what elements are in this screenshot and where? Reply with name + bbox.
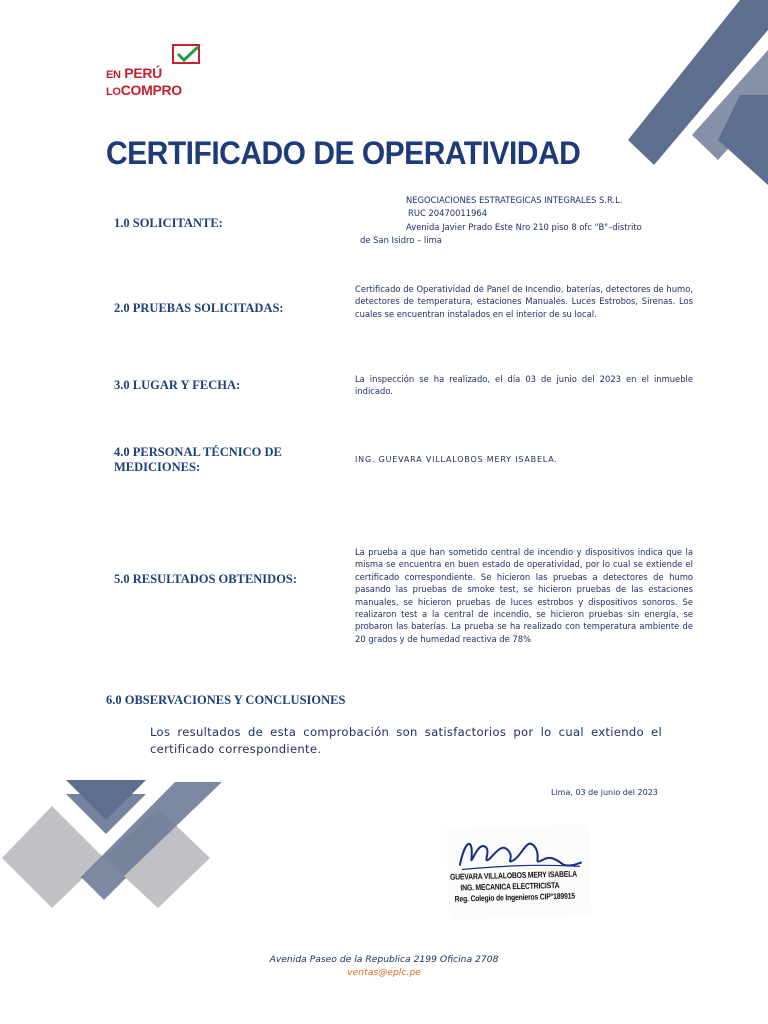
conclusion-text: Los resultados de esta comprobación son satisfactorios por lo cual extiendo el certificado correspondiente. [150, 725, 662, 756]
applicant-address-line2: de San Isidro – lima [360, 235, 442, 245]
logo-peru: PERÚ [124, 65, 162, 81]
section-4-label-line2: MEDICIONES: [114, 460, 201, 474]
applicant-ruc: RUC 20470011964 [408, 208, 488, 218]
section-3-text: La inspección se ha realizado, el día 03 de junio del 2023 en el inmueble indicado. [355, 374, 693, 397]
section-6-label: 6.0 OBSERVACIONES Y CONCLUSIONES [106, 693, 346, 707]
logo-text [106, 66, 216, 100]
section-1-label: 1.0 SOLICITANTE: [114, 216, 223, 230]
applicant-company: NEGOCIACIONES ESTRATEGICAS INTEGRALES S.R.L. [406, 195, 623, 205]
stamp-role: ING. MECANICA ELECTRICISTA [460, 879, 560, 893]
applicant-address-line1: Avenida Javier Prado Este Nro 210 piso 8 ofc "B"–distrito [406, 222, 642, 232]
section-4-text: ING. GUEVARA VILLALOBOS MERY ISABELA. [355, 455, 558, 464]
section-5-text: La prueba a que han sometido central de incendio y dispositivos indica que la misma se encuentra en buen estado de operatividad, por lo cual se extiende el certificado correspondiente. Se hicieron las pruebas a detectores de humo pasando las pruebas de smoke test, se hicieron pruebas de las estaciones manuales, se hicieron pruebas de luces estrobos y dispositivos sonoros. Se realizaron test a la central de incendio, se hicieron pruebas sin energía, se probaron las baterías. La prueba se ha realizado con temperatura ambiente de 20 grados y de humedad reactiva de 78% [355, 547, 693, 644]
stamp-reg: Reg. Colegio de Ingenieros CIP°189915 [454, 890, 576, 904]
stamp-name: GUEVARA VILLALOBOS MERY ISABELA [449, 868, 578, 882]
section-3-label: 3.0 LUGAR Y FECHA: [114, 378, 241, 392]
bottom-left-decoration [0, 780, 225, 910]
check-icon [172, 44, 202, 66]
document-title: CERTIFICADO DE OPERATIVIDAD [106, 136, 581, 172]
footer-address: Avenida Paseo de la Republica 2199 Oficina 2708 [269, 954, 499, 965]
signed-date: Lima, 03 de junio del 2023 [551, 788, 658, 797]
footer-email[interactable]: ventas@eplc.pe [347, 967, 421, 978]
logo-compro: COMPRO [120, 82, 182, 98]
section-2-label: 2.0 PRUEBAS SOLICITADAS: [114, 301, 284, 315]
section-4-label-line1: 4.0 PERSONAL TÉCNICO DE [114, 445, 282, 459]
section-2-text: Certificado de Operatividad de Panel de Incendio, baterías, detectores de humo, detectores de temperatura, estaciones Manuales. Luces Estrobos, Sirenas. Los cuales se encuentran instalados en el interior de su local. [355, 284, 693, 319]
decor-diamond-grey-left [2, 806, 104, 908]
signature-stamp [447, 824, 591, 920]
logo-lo: LO [106, 86, 121, 98]
section-5-label: 5.0 RESULTADOS OBTENIDOS: [114, 572, 298, 586]
logo-en: EN [106, 69, 121, 81]
